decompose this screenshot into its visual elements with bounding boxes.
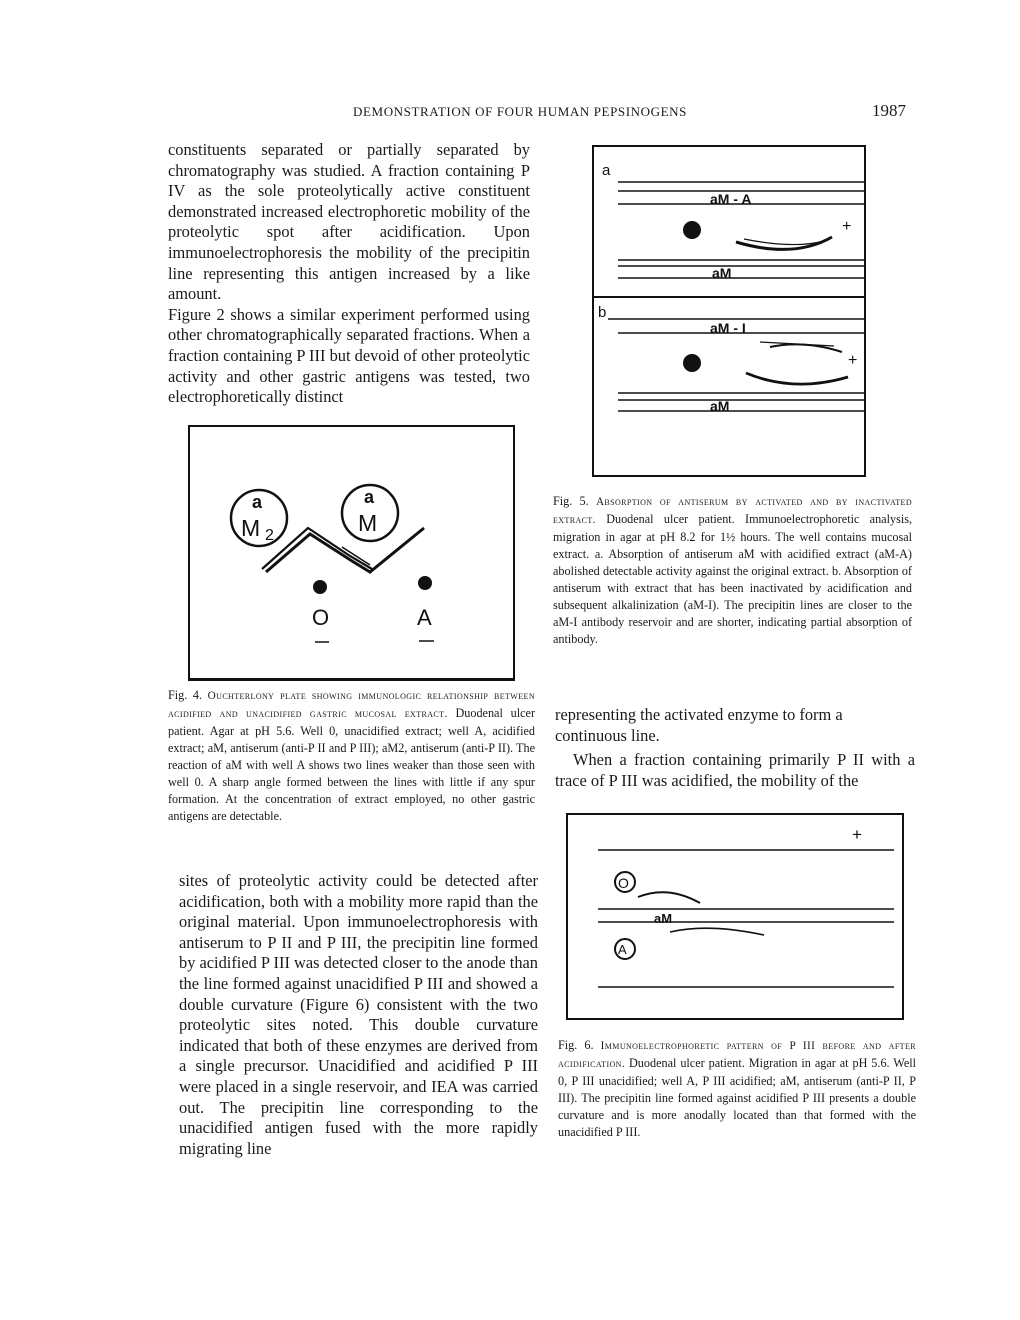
- trough-a-bottom-label: aM: [712, 265, 732, 281]
- panel-a-well: [683, 221, 701, 239]
- well-o-dot: [313, 580, 327, 594]
- left-paragraph-3: sites of proteolytic activity could be detected after acidification, both with a mobility more rapid than the original material. Upon immunoelectrophoresis with antiserum to P II and P III, the precipitin line formed by acidified P III was detected closer to the anode than the line formed against unacidified P III and showed a double curvature (Figure 6) consistent with the two proteolytic sites noted. This double curvature indicated that both of these enzymes are derived from a single precursor. Unacidified and acidified P III were placed in a single reservoir, and IEA was carried out. The precipitin line corresponding to the unacidified antigen fused with the more rapidly migrating line: [179, 871, 538, 1158]
- figure-5-caption-label: Fig. 5.: [553, 494, 589, 508]
- figure-4-caption-text: Duodenal ulcer patient. Agar at pH 5.6. Well 0, unacidified extract; well A, acidified extract; aM, antiserum (anti-P II and P III); aM2, antiserum (anti-P II). The reaction of aM with well A shows two lines weaker than those seen with well 0. A sharp angle formed between the lines with little if any spur formation. At the concentration of extract employed, no other gastric antigens are detectable.: [168, 706, 536, 823]
- right-paragraph-2: When a fraction containing primarily P II with a trace of P III was acidified, the mobility of the: [555, 750, 915, 790]
- right-paragraph-1: representing the activated enzyme to form a continuous line.: [555, 705, 843, 745]
- trough-b-top-label: aM - I: [710, 320, 746, 336]
- well-o-label: O: [312, 605, 330, 630]
- panel-a-precipitin: [736, 237, 832, 249]
- figure-6-caption: [558, 1037, 916, 1141]
- well-am2-m-label: M: [241, 515, 261, 541]
- figure-6-trough-label: aM: [654, 911, 673, 926]
- running-title: DEMONSTRATION OF FOUR HUMAN PEPSINOGENS: [353, 104, 687, 119]
- figure-6-diagram: [568, 815, 902, 1018]
- figure-6-well-a-label: A: [618, 942, 627, 957]
- figure-5-caption: [553, 493, 912, 648]
- figure-5-plate: [592, 145, 866, 477]
- left-paragraph-1: constituents separated or partially separated by chromatography was studied. A fraction containing P IV as the sole proteolytically active constituent demonstrated increased electrophoretic mobility of the proteolytic spot after acidification. Upon immunoelectrophoresis the mobility of the precipitin line representing this antigen increased by a like amount.: [168, 140, 530, 304]
- left-column-top: [168, 140, 530, 408]
- left-paragraph-2: Figure 2 shows a similar experiment performed using other chromatographically separated fractions. When a fraction containing P III but devoid of other proteolytic activity and other gastric antigens was tested, two electrophoretically distinct: [168, 304, 530, 407]
- figure-6-caption-label: Fig. 6.: [558, 1038, 594, 1052]
- well-am-a-label: a: [364, 487, 375, 507]
- panel-b-plus: +: [848, 352, 858, 369]
- right-column-text: [555, 705, 915, 791]
- well-am-m-label: M: [358, 510, 378, 536]
- well-a-label: A: [417, 605, 432, 630]
- figure-6-plate: [566, 813, 904, 1020]
- figure-6-well-o-label: O: [618, 875, 629, 891]
- trough-b-bottom-label: aM: [710, 398, 730, 414]
- well-am2-sub-label: 2: [265, 527, 274, 544]
- panel-a-label: a: [602, 162, 611, 179]
- page-number: 1987: [872, 101, 906, 120]
- well-am2-a-label: a: [252, 492, 263, 512]
- well-a-dot: [418, 576, 432, 590]
- precipitin-line-2: [266, 528, 424, 572]
- figure-4-plate: [188, 425, 515, 681]
- figure-5-diagram: [594, 147, 864, 475]
- acidified-precipitin: [670, 928, 764, 935]
- panel-b-well: [683, 354, 701, 372]
- figure-4-caption-title: Ouchterlony plate showing immunologic relationship between acidified and unacidified gastric mucosal extract.: [168, 690, 535, 720]
- figure-5-caption-text: Duodenal ulcer patient. Immunoelectrophoretic analysis, migration in agar at pH 8.2 for 1½ hours. The well contains mucosal extract. a. Absorption of antiserum aM with acidified extract (aM-A) abolished detectable activity against the original extract. b. Absorption of antiserum with extract that has been inactivated by acidification and subsequent alkalinization (aM-I). The precipitin lines are closer to the aM-I antibody reservoir and are shorter, indicating partial absorption of antibody.: [553, 512, 912, 646]
- trough-a-top-label: aM - A: [710, 191, 752, 207]
- figure-6-caption-title: Immunoelectrophoretic pattern of P III before and after acidification.: [558, 1040, 916, 1070]
- left-column-bottom: [179, 871, 538, 1159]
- panel-b-precipitin: [746, 373, 848, 384]
- figure-4-caption-label: Fig. 4.: [168, 688, 203, 702]
- unacidified-precipitin: [638, 892, 700, 903]
- figure-6-plus: +: [852, 825, 862, 844]
- figure-6-caption-text: Duodenal ulcer patient. Migration in agar at pH 5.6. Well 0, P III unacidified; well A, P III acidified; aM, antiserum (anti-P II, P III). The precipitin line formed against acidified P III presents a double curvature and is more anodally located than that formed with the unacidified P III.: [558, 1056, 916, 1139]
- figure-4-diagram: [190, 427, 513, 678]
- panel-b-label: b: [598, 304, 607, 321]
- figure-5-caption-title: Absorption of antiserum by activated and by inactivated extract.: [553, 496, 912, 526]
- panel-a-plus: +: [842, 218, 852, 235]
- figure-4-caption: [168, 687, 535, 825]
